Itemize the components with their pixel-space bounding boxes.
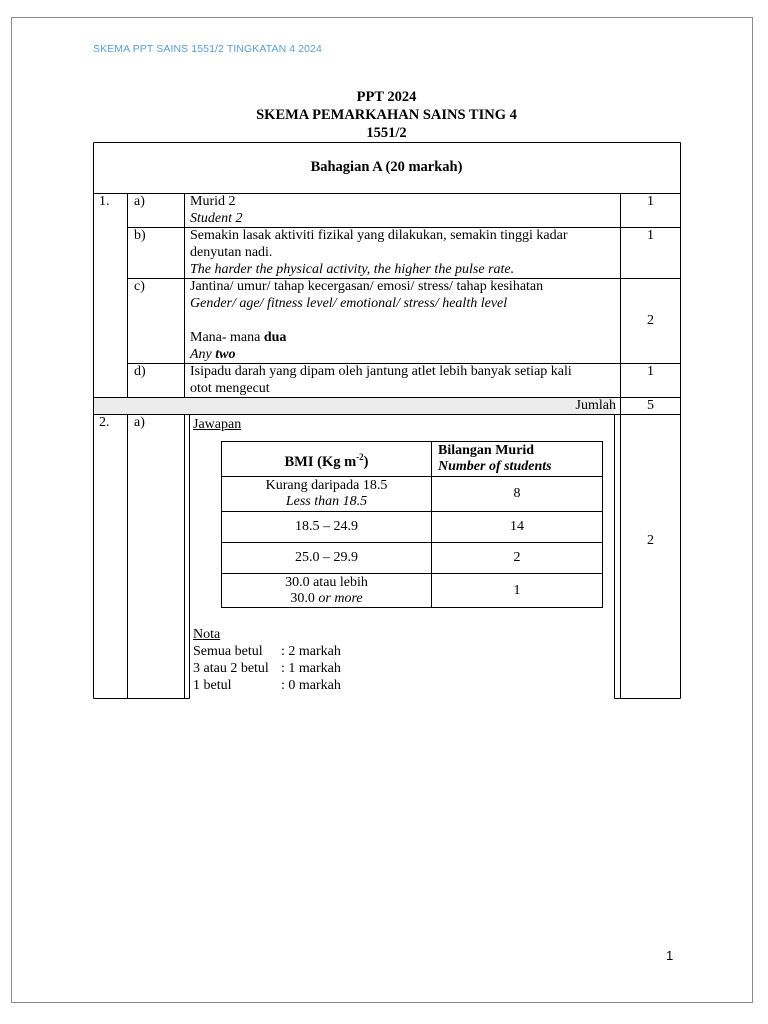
subquestion-label: c) [134, 279, 145, 294]
subquestion-label: b) [134, 228, 146, 243]
count-header-ms: Bilangan Murid [438, 443, 535, 458]
title-line-1: PPT 2024 [356, 89, 417, 105]
note-left: 3 atau 2 betul [193, 661, 269, 676]
note-right: : 2 markah [281, 644, 341, 659]
count-cell: 14 [432, 512, 603, 543]
answer-heading: Jawapan [193, 417, 242, 432]
bmi-range-cell: 25.0 – 29.9 [222, 543, 432, 574]
count-header-en: Number of students [438, 459, 552, 474]
answer-en: Student 2 [190, 211, 243, 226]
answer-cell [184, 363, 621, 397]
marking-table [93, 142, 680, 698]
note-line [193, 660, 341, 677]
bmi-range-cell: 18.5 – 24.9 [222, 512, 432, 543]
question-number: 2. [99, 415, 110, 430]
bmi-range-cell [222, 477, 432, 512]
table-row [222, 477, 603, 512]
subquestion-label: d) [134, 364, 146, 379]
section-heading-row [93, 142, 680, 193]
bmi-range-ms: 30.0 atau lebih [285, 574, 368, 590]
answer-cell [184, 278, 621, 363]
note-line [193, 677, 341, 694]
table-row [93, 278, 680, 363]
table-row [222, 512, 603, 543]
subquestion-label: a) [134, 194, 145, 209]
bmi-range-cell [222, 574, 432, 608]
answer-line-2: otot mengecut [190, 381, 270, 396]
answer-ms: Jantina/ umur/ tahap kecergasan/ emosi/ stress/ tahap kesihatan [190, 279, 544, 294]
subquestion-label: a) [134, 415, 145, 430]
note-ms [190, 329, 616, 346]
mark-cell: 2 [647, 533, 654, 548]
answer-cell [184, 227, 621, 278]
note-right: : 1 markah [281, 661, 341, 676]
answer-cell [184, 193, 621, 227]
total-row [93, 397, 680, 414]
table-row [93, 193, 680, 227]
note-heading: Nota [193, 627, 221, 642]
table-row [93, 363, 680, 397]
bmi-range-en: Less than 18.5 [285, 494, 368, 509]
notes-block [193, 626, 341, 694]
table-row [93, 227, 680, 278]
mark-cell: 1 [647, 364, 654, 379]
answer-en: Gender/ age/ fitness level/ emotional/ stress/ health level [190, 296, 508, 311]
note-right: : 0 markah [281, 678, 341, 693]
note-ms-bold: dua [263, 330, 287, 345]
note-en [190, 346, 616, 363]
bmi-range-en-italic: or more [318, 590, 363, 606]
total-label: Jumlah [575, 398, 616, 413]
section-heading: Bahagian A (20 markah) [310, 159, 463, 175]
answer-en: The harder the physical activity, the higher the pulse rate. [190, 262, 515, 277]
table-row [222, 442, 603, 477]
note-en-bold: two [215, 347, 236, 362]
answer-ms-line-2: denyutan nadi. [190, 245, 273, 260]
bmi-header [222, 442, 432, 477]
note-en-prefix: Any [190, 347, 216, 362]
page-number: 1 [666, 948, 674, 963]
bmi-table [221, 441, 603, 608]
count-cell: 1 [432, 574, 603, 608]
mark-cell: 1 [647, 228, 654, 243]
count-header [432, 442, 603, 477]
mark-cell: 1 [647, 194, 654, 209]
mark-cell: 2 [647, 313, 654, 328]
title-line-2: SKEMA PEMARKAHAN SAINS TING 4 [256, 107, 517, 123]
total-mark: 5 [647, 398, 654, 413]
note-left: Semua betul [193, 644, 263, 659]
note-left: 1 betul [193, 678, 232, 693]
note-line [193, 643, 341, 660]
bmi-range-en [228, 591, 425, 607]
title-line-3: 1551/2 [366, 125, 407, 141]
note-ms-prefix: Mana- mana [190, 330, 264, 345]
answer-ms: Murid 2 [190, 194, 236, 209]
count-cell: 8 [432, 477, 603, 512]
running-header: SKEMA PPT SAINS 1551/2 TINGKATAN 4 2024 [93, 43, 322, 55]
bmi-header-suffix: ) [363, 453, 369, 470]
answer-line-1: Isipadu darah yang dipam oleh jantung atlet lebih banyak setiap kali [190, 364, 572, 379]
bmi-header-sup: -2 [356, 451, 364, 462]
table-row [222, 543, 603, 574]
bmi-range-ms: Kurang daripada 18.5 [265, 478, 388, 493]
answer-ms-line-1: Semakin lasak aktiviti fizikal yang dilakukan, semakin tinggi kadar [190, 228, 568, 243]
bmi-header-text: BMI (Kg m [284, 453, 357, 470]
count-cell: 2 [432, 543, 603, 574]
question-number: 1. [99, 194, 110, 209]
table-row [222, 574, 603, 608]
bmi-range-en-prefix: 30.0 [290, 590, 319, 606]
